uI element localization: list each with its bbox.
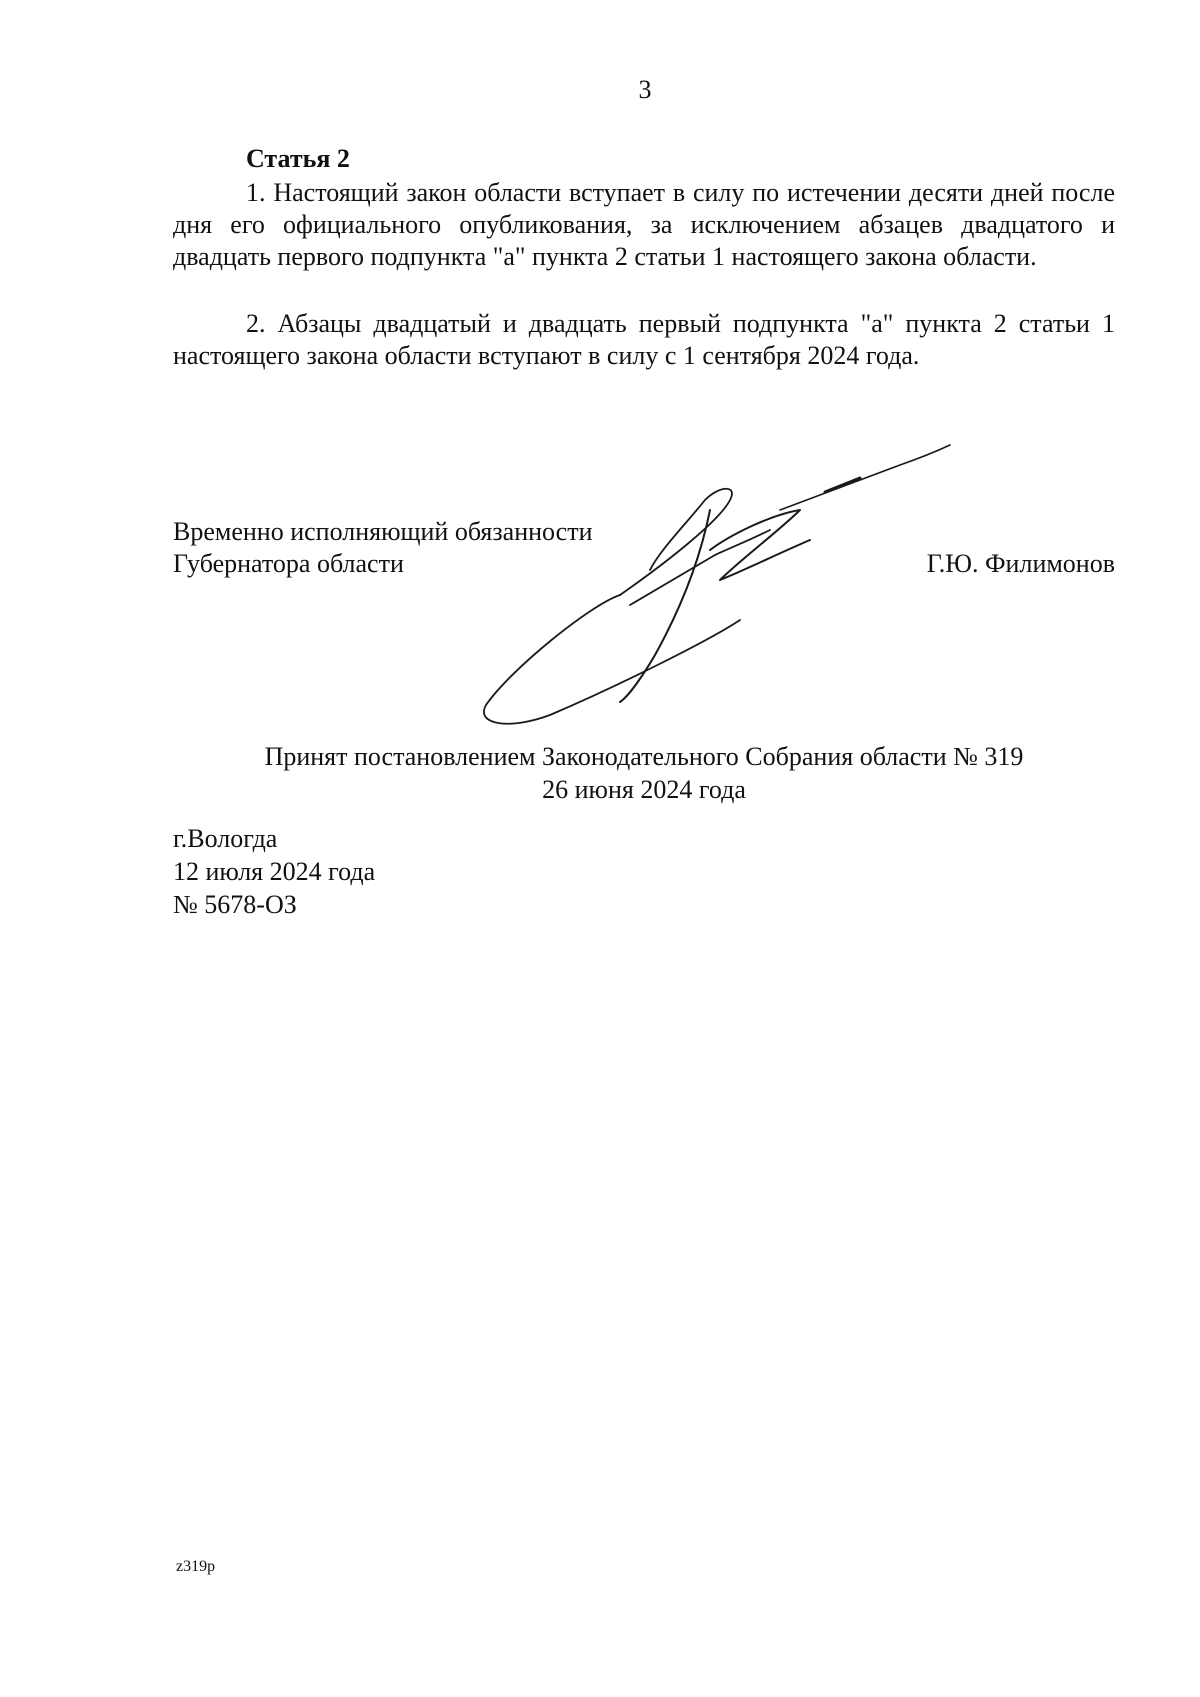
signature-tail — [780, 445, 950, 510]
document-code: z319p — [176, 1558, 216, 1575]
signature-stroke-vertical — [620, 510, 710, 702]
article-paragraph-2: 2. Абзацы двадцатый и двадцать первый подпункта "а" пункта 2 статьи 1 настоящего закона области вступают в силу с 1 сентября 2024 года. — [173, 309, 1115, 370]
signature-stroke-z — [710, 510, 810, 580]
signatory-name: Г.Ю. Филимонов — [926, 549, 1115, 578]
signature-stroke-upper — [620, 489, 732, 595]
signature-loop — [484, 595, 740, 724]
adoption-line-2: 26 июня 2024 года — [542, 775, 746, 804]
page-number: 3 — [638, 75, 652, 104]
city: г.Вологда — [173, 824, 278, 853]
handwritten-signature — [480, 440, 980, 730]
signatory-title-line-2: Губернатора области — [173, 549, 404, 578]
adoption-line-1: Принят постановлением Законодательного Собрания области № 319 — [264, 742, 1024, 771]
signatory-title-line-1: Временно исполняющий обязанности — [173, 517, 593, 546]
signature-accent — [825, 478, 860, 492]
adoption-note — [173, 740, 1115, 806]
law-number: № 5678-ОЗ — [173, 890, 297, 919]
signing-date: 12 июля 2024 года — [173, 857, 376, 886]
article-paragraph-1: 1. Настоящий закон области вступает в силу по истечении десяти дней после дня его официального опубликования, за исключением абзацев двадцатого и двадцать первого подпункта "а" пункта 2 статьи 1 настоящего закона области. — [173, 178, 1115, 271]
place-date-block — [173, 822, 375, 921]
article-heading: Статья 2 — [246, 144, 350, 173]
